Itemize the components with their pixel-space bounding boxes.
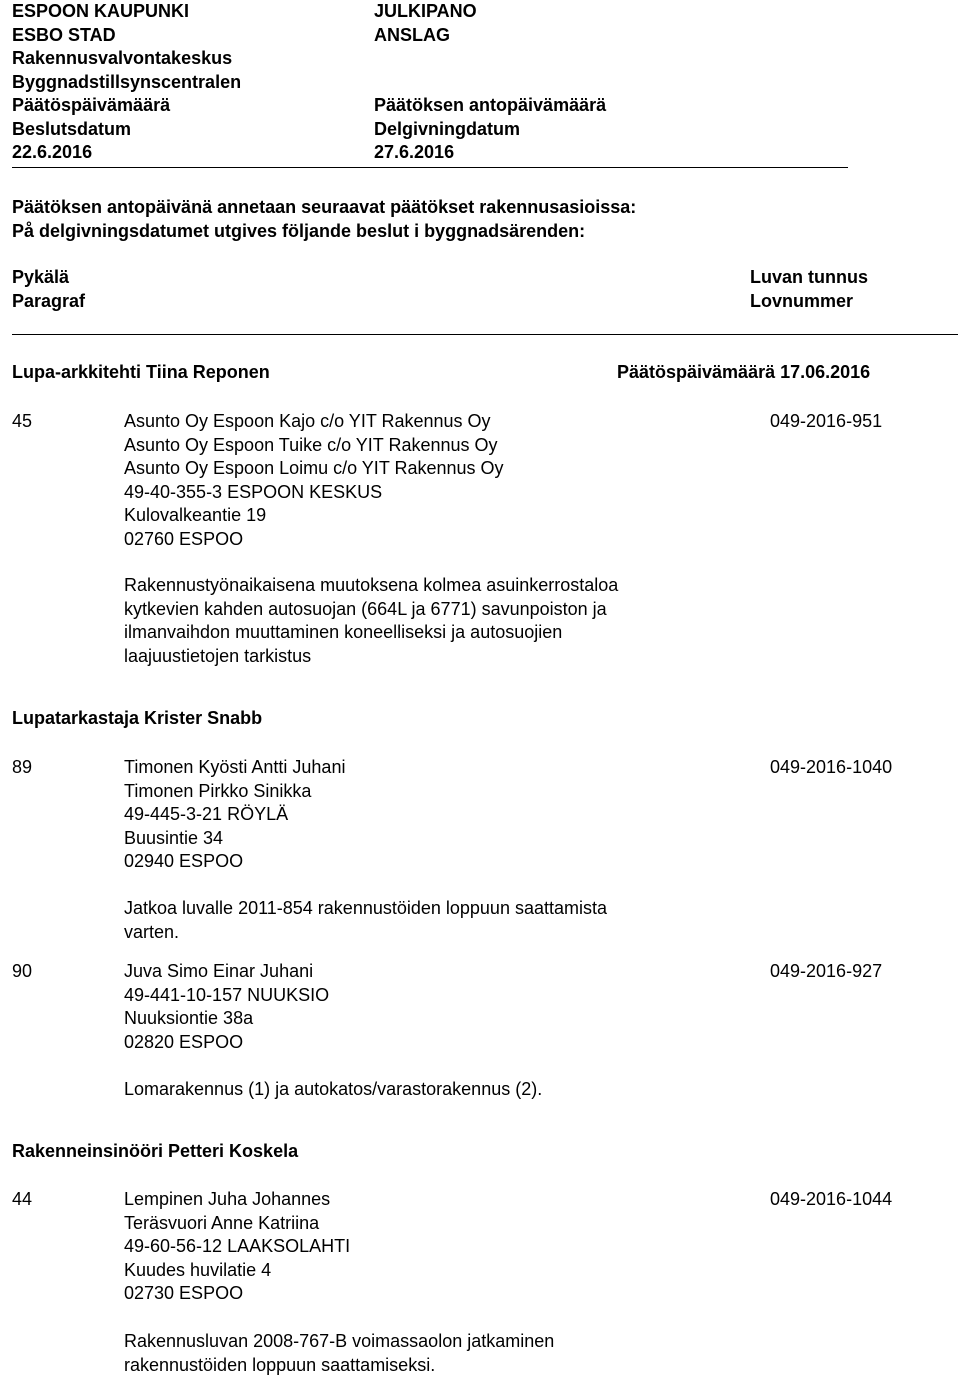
decision-description	[124, 1330, 554, 1377]
permit-number: 049-2016-951	[770, 410, 882, 434]
section-title: Rakenneinsinööri Petteri Koskela	[12, 1140, 298, 1164]
header-line: Päätöspäivämäärä	[12, 94, 241, 118]
header-line: ESBO STAD	[12, 24, 241, 48]
applicant-line: Timonen Kyösti Antti Juhani	[124, 756, 345, 780]
applicant-line: Nuuksiontie 38a	[124, 1007, 329, 1031]
applicant-block	[124, 960, 329, 1054]
description-line: Rakennustyönaikaisena muutoksena kolmea asuinkerrostaloa	[124, 574, 618, 598]
applicant-line: Kulovalkeantie 19	[124, 504, 504, 528]
paragraph-number: 44	[12, 1188, 32, 1212]
permit-number: 049-2016-927	[770, 960, 882, 984]
header-line: Delgivningdatum	[374, 118, 606, 142]
applicant-line: 49-40-355-3 ESPOON KESKUS	[124, 481, 504, 505]
section-decision-date: Päätöspäivämäärä 17.06.2016	[617, 361, 870, 385]
decision-description	[124, 897, 607, 944]
header-left	[12, 0, 241, 165]
decision-date: 22.6.2016	[12, 141, 241, 165]
description-line: rakennustöiden loppuun saattamiseksi.	[124, 1354, 554, 1377]
applicant-line: Asunto Oy Espoon Kajo c/o YIT Rakennus Oy	[124, 410, 504, 434]
paragraph-number: 89	[12, 756, 32, 780]
description-line: kytkevien kahden autosuojan (664L ja 6771) savunpoiston ja	[124, 598, 618, 622]
header-right	[374, 0, 606, 165]
column-paragraph-fi: Pykälä	[12, 266, 69, 290]
description-line: ilmanvaihdon muuttaminen koneelliseksi ja autosuojien	[124, 621, 618, 645]
applicant-line: 49-60-56-12 LAAKSOLAHTI	[124, 1235, 350, 1259]
paragraph-number: 90	[12, 960, 32, 984]
delivery-date: 27.6.2016	[374, 141, 606, 165]
applicant-line: 49-445-3-21 RÖYLÄ	[124, 803, 345, 827]
description-line: varten.	[124, 921, 607, 945]
applicant-line: 02820 ESPOO	[124, 1031, 329, 1055]
header-line: Rakennusvalvontakeskus	[12, 47, 241, 71]
applicant-line: Asunto Oy Espoon Loimu c/o YIT Rakennus Oy	[124, 457, 504, 481]
header-line: Päätöksen antopäivämäärä	[374, 94, 606, 118]
applicant-line: Juva Simo Einar Juhani	[124, 960, 329, 984]
permit-number: 049-2016-1044	[770, 1188, 892, 1212]
column-paragraph-sv: Paragraf	[12, 290, 85, 314]
description-line: Lomarakennus (1) ja autokatos/varastorakennus (2).	[124, 1078, 542, 1102]
applicant-block	[124, 1188, 350, 1306]
header-line: Beslutsdatum	[12, 118, 241, 142]
applicant-line: Buusintie 34	[124, 827, 345, 851]
applicant-block	[124, 410, 504, 551]
applicant-line: Lempinen Juha Johannes	[124, 1188, 350, 1212]
applicant-line: Kuudes huvilatie 4	[124, 1259, 350, 1283]
header-line	[374, 47, 606, 71]
applicant-line: Asunto Oy Espoon Tuike c/o YIT Rakennus Oy	[124, 434, 504, 458]
intro-swedish: På delgivningsdatumet utgives följande beslut i byggnadsärenden:	[12, 220, 585, 244]
paragraph-number: 45	[12, 410, 32, 434]
applicant-block	[124, 756, 345, 874]
permit-number: 049-2016-1040	[770, 756, 892, 780]
header-line	[374, 71, 606, 95]
applicant-line: Teräsvuori Anne Katriina	[124, 1212, 350, 1236]
header-line: ESPOON KAUPUNKI	[12, 0, 241, 24]
description-line: Jatkoa luvalle 2011-854 rakennustöiden loppuun saattamista	[124, 897, 607, 921]
section-title: Lupa-arkkitehti Tiina Reponen	[12, 361, 270, 385]
header-line: ANSLAG	[374, 24, 606, 48]
intro-finnish: Päätöksen antopäivänä annetaan seuraavat päätökset rakennusasioissa:	[12, 196, 636, 220]
applicant-line: 49-441-10-157 NUUKSIO	[124, 984, 329, 1008]
description-line: Rakennusluvan 2008-767-B voimassaolon jatkaminen	[124, 1330, 554, 1354]
header-line: JULKIPANO	[374, 0, 606, 24]
applicant-line: 02730 ESPOO	[124, 1282, 350, 1306]
applicant-line: 02760 ESPOO	[124, 528, 504, 552]
applicant-line: Timonen Pirkko Sinikka	[124, 780, 345, 804]
description-line: laajuustietojen tarkistus	[124, 645, 618, 669]
applicant-line: 02940 ESPOO	[124, 850, 345, 874]
decision-description	[124, 1078, 542, 1102]
decision-description	[124, 574, 618, 668]
section-title: Lupatarkastaja Krister Snabb	[12, 707, 262, 731]
columns-divider	[12, 334, 958, 335]
header-line: Byggnadstillsynscentralen	[12, 71, 241, 95]
column-permit-sv: Lovnummer	[750, 290, 853, 314]
column-permit-fi: Luvan tunnus	[750, 266, 868, 290]
header-divider	[12, 167, 848, 168]
